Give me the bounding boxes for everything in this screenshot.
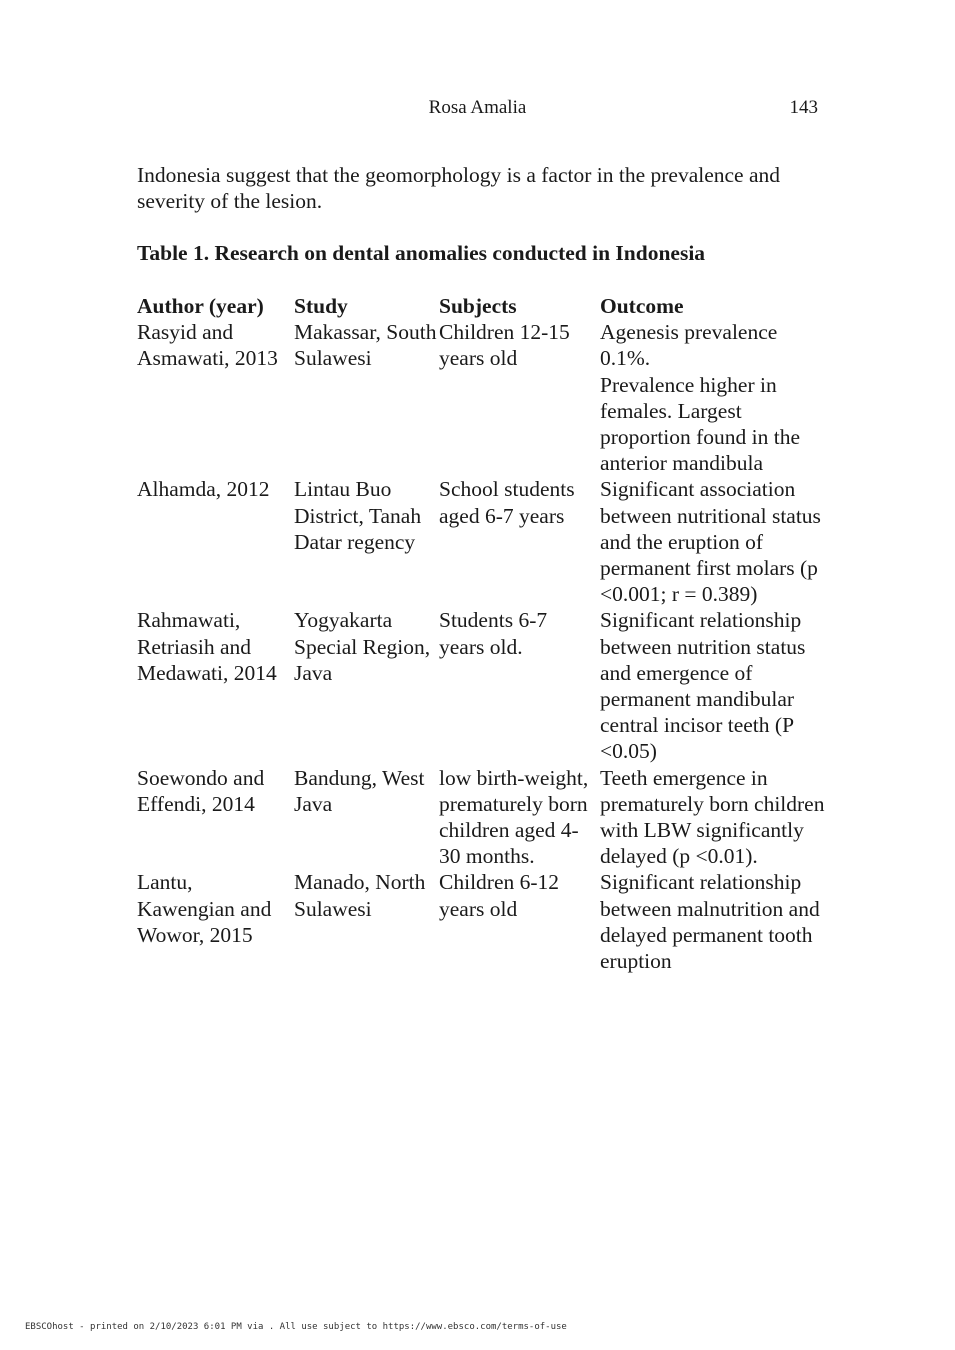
- research-table: [137, 293, 825, 974]
- cell-subjects: School students aged 6-7 years: [439, 477, 575, 528]
- cell-outcome: Significant relationship between malnutrition and delayed permanent tooth eruption: [600, 870, 820, 974]
- cell-author: Soewondo and Effendi, 2014: [137, 765, 265, 816]
- cell-subjects: Students 6-7 years old.: [439, 608, 548, 659]
- table-row: [137, 319, 825, 476]
- table-row: [137, 607, 825, 764]
- column-header-study: Study: [294, 294, 348, 318]
- table-row: [137, 476, 825, 607]
- column-header-author: Author (year): [137, 294, 264, 318]
- cell-outcome: Teeth emergence in prematurely born children with LBW significantly delayed (p <0.01).: [600, 765, 825, 869]
- running-head-author: Rosa Amalia: [428, 97, 527, 118]
- cell-author: Alhamda, 2012: [137, 477, 270, 502]
- cell-author: Rasyid and Asmawati, 2013: [137, 320, 278, 371]
- cell-study: Makassar, South Sulawesi: [294, 320, 437, 371]
- cell-subjects: Children 12-15 years old: [439, 320, 570, 371]
- cell-outcome: Significant association between nutritional status and the eruption of permanent first molars (p <0.001; r = 0.389): [600, 477, 821, 607]
- cell-subjects: low birth-weight, prematurely born children aged 4-30 months.: [439, 765, 589, 869]
- cell-author: Rahmawati, Retriasih and Medawati, 2014: [137, 608, 277, 685]
- cell-study: Manado, North Sulawesi: [294, 870, 426, 921]
- cell-author: Lantu, Kawengian and Wowor, 2015: [137, 870, 272, 947]
- table-caption: Table 1. Research on dental anomalies conducted in Indonesia: [137, 241, 706, 265]
- table-row: [137, 765, 825, 870]
- cell-study: Lintau Buo District, Tanah Datar regency: [294, 477, 422, 554]
- running-head: [137, 97, 818, 121]
- cell-outcome: Agenesis prevalence 0.1%. Prevalence higher in females. Largest proportion found in the anterior mandibula: [600, 320, 801, 476]
- page-number: 143: [789, 97, 818, 118]
- cell-study: Yogyakarta Special Region, Java: [294, 608, 431, 685]
- column-header-outcome: Outcome: [600, 294, 684, 318]
- cell-outcome: Significant relationship between nutrition status and emergence of permanent mandibular central incisor teeth (P <0.05): [600, 608, 806, 764]
- ebsco-footer: EBSCOhost - printed on 2/10/2023 6:01 PM via . All use subject to https://www.ebsco.com/terms-of-use: [25, 1322, 567, 1332]
- table-header-row: [137, 293, 825, 319]
- table-row: [137, 869, 825, 974]
- cell-study: Bandung, West Java: [294, 765, 425, 816]
- body-paragraph: Indonesia suggest that the geomorphology is a factor in the prevalence and severity of the lesion.: [137, 163, 781, 213]
- cell-subjects: Children 6-12 years old: [439, 870, 560, 921]
- column-header-subjects: Subjects: [439, 294, 517, 318]
